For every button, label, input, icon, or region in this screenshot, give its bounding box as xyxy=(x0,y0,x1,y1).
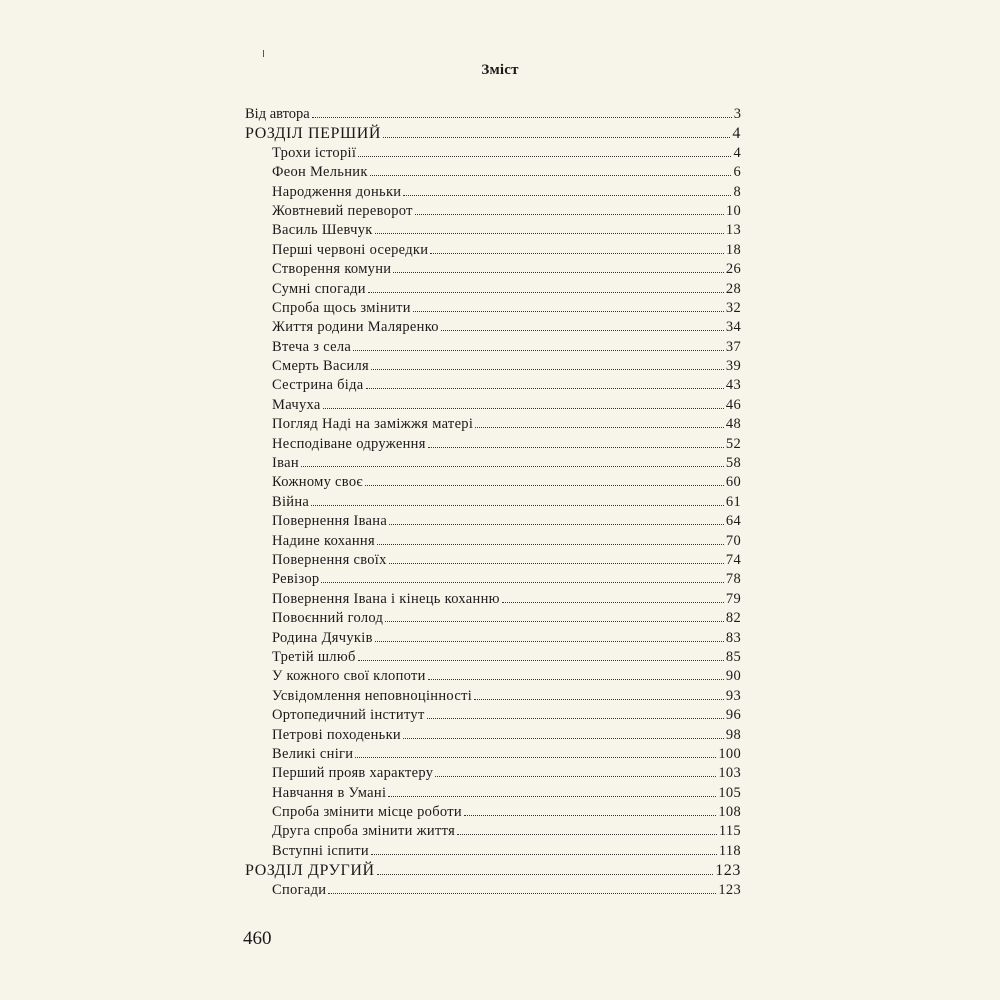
toc-leader-dots xyxy=(415,214,724,215)
toc-leader-dots xyxy=(388,796,716,797)
toc-leader-dots xyxy=(371,369,724,370)
toc-entry xyxy=(245,319,741,338)
toc-entry xyxy=(245,513,741,532)
toc-title: Зміст xyxy=(481,62,519,78)
toc-leader-dots xyxy=(368,292,724,293)
toc-entry-page: 37 xyxy=(725,338,741,355)
toc-leader-dots xyxy=(383,137,730,138)
toc-entry-page: 43 xyxy=(725,377,741,394)
toc-entry-page: 34 xyxy=(725,319,741,336)
toc-entry xyxy=(245,436,741,455)
toc-entry-page: 48 xyxy=(725,416,741,433)
toc-leader-dots xyxy=(430,253,724,254)
toc-leader-dots xyxy=(312,117,732,118)
toc-entry xyxy=(245,882,741,901)
toc-entry xyxy=(245,610,741,629)
toc-entry-page: 6 xyxy=(733,164,741,181)
toc-entry xyxy=(245,106,741,125)
toc-entry-page: 26 xyxy=(725,261,741,278)
toc-entry-label: Великі сніги xyxy=(272,745,354,762)
toc-entry xyxy=(245,377,741,396)
toc-entry xyxy=(245,164,741,183)
toc-entry-label: Усвідомлення неповноцінності xyxy=(272,687,473,704)
toc-leader-dots xyxy=(403,195,731,196)
toc-entry-page: 52 xyxy=(725,435,741,452)
toc-leader-dots xyxy=(355,757,716,758)
toc-leader-dots xyxy=(393,272,724,273)
toc-entry-label: Ревізор xyxy=(272,571,320,588)
toc-entry-label: Від автора xyxy=(245,106,310,122)
toc-entry xyxy=(245,184,741,203)
toc-entry-page: 10 xyxy=(725,202,741,219)
toc-entry-page: 4 xyxy=(733,144,741,161)
toc-entry-label: Родина Дячуків xyxy=(272,629,373,646)
page-number: 460 xyxy=(243,928,272,949)
toc-entry xyxy=(245,203,741,222)
toc-leader-dots xyxy=(328,893,716,894)
toc-entry xyxy=(245,474,741,493)
toc-leader-dots xyxy=(375,233,724,234)
toc-entry xyxy=(245,688,741,707)
toc-entry-page: 83 xyxy=(725,629,741,646)
toc-entry xyxy=(245,823,741,842)
toc-entry-label: Сумні спогади xyxy=(272,280,366,297)
toc-entry-page: 115 xyxy=(718,823,741,840)
toc-entry-page: 108 xyxy=(718,804,741,821)
toc-entry-page: 93 xyxy=(725,687,741,704)
toc-entry-label: Спроба змінити місце роботи xyxy=(272,804,462,821)
toc-entry-page: 61 xyxy=(725,493,741,510)
toc-entry-page: 4 xyxy=(732,125,741,143)
toc-leader-dots xyxy=(389,524,724,525)
toc-entry-label: РОЗДІЛ ДРУГИЙ xyxy=(245,862,375,880)
toc-entry-label: Повернення Івана і кінець коханню xyxy=(272,590,500,607)
toc-leader-dots xyxy=(435,776,716,777)
toc-leader-dots xyxy=(323,408,724,409)
toc-leader-dots xyxy=(358,660,724,661)
toc-entry-page: 28 xyxy=(725,280,741,297)
toc-entry-label: Повоєнний голод xyxy=(272,610,384,627)
toc-leader-dots xyxy=(370,175,732,176)
toc-entry-page: 96 xyxy=(725,707,741,724)
toc-entry xyxy=(245,649,741,668)
toc-entry-page: 64 xyxy=(725,513,741,530)
toc-entry-page: 58 xyxy=(725,455,741,472)
toc-entry-page: 98 xyxy=(725,726,741,743)
toc-entry-label: Трохи історії xyxy=(272,144,357,161)
toc-entry-label: Життя родини Маляренко xyxy=(272,319,439,336)
toc-chapter xyxy=(245,125,741,144)
print-mark xyxy=(263,50,264,57)
toc-leader-dots xyxy=(428,679,724,680)
toc-entry-label: Надине кохання xyxy=(272,532,375,549)
toc-entry xyxy=(245,746,741,765)
toc-entry-label: Кожному своє xyxy=(272,474,363,491)
toc-entry-label: Повернення Івана xyxy=(272,513,388,530)
toc-entry-label: Третій шлюб xyxy=(272,648,356,665)
toc-entry-page: 8 xyxy=(733,183,741,200)
toc-entry-page: 85 xyxy=(725,648,741,665)
toc-leader-dots xyxy=(457,834,717,835)
toc-entry-page: 79 xyxy=(725,590,741,607)
toc-entry-page: 78 xyxy=(725,571,741,588)
toc-entry-page: 39 xyxy=(725,358,741,375)
toc-entry xyxy=(245,552,741,571)
toc-entry xyxy=(245,668,741,687)
toc-entry-page: 118 xyxy=(718,842,741,859)
toc-leader-dots xyxy=(358,156,731,157)
toc-entry-page: 105 xyxy=(718,784,741,801)
toc-entry-page: 18 xyxy=(725,241,741,258)
toc-leader-dots xyxy=(366,388,724,389)
toc-entry-page: 123 xyxy=(715,862,741,880)
toc-entry xyxy=(245,339,741,358)
toc-entry-page: 123 xyxy=(718,881,741,898)
toc-entry-label: РОЗДІЛ ПЕРШИЙ xyxy=(245,125,382,143)
toc-entry-page: 46 xyxy=(725,396,741,413)
toc-entry-page: 74 xyxy=(725,551,741,568)
toc-entry-label: У кожного свої клопоти xyxy=(272,668,426,685)
toc-entry xyxy=(245,785,741,804)
toc-entry-page: 70 xyxy=(725,532,741,549)
toc-entry-label: Повернення своїх xyxy=(272,551,387,568)
toc-entry xyxy=(245,591,741,610)
toc-entry xyxy=(245,281,741,300)
toc-entry xyxy=(245,261,741,280)
toc-leader-dots xyxy=(377,544,724,545)
toc-leader-dots xyxy=(385,621,724,622)
toc-entry-page: 13 xyxy=(725,222,741,239)
toc-leader-dots xyxy=(428,447,724,448)
toc-entry xyxy=(245,494,741,513)
toc-leader-dots xyxy=(365,485,724,486)
toc-entry-label: Спроба щось змінити xyxy=(272,299,411,316)
toc-entry xyxy=(245,358,741,377)
toc-entry-label: Народження доньки xyxy=(272,183,402,200)
toc-leader-dots xyxy=(502,602,724,603)
toc-entry-label: Петрові походеньки xyxy=(272,726,401,743)
toc-entry-label: Створення комуни xyxy=(272,261,392,278)
toc-entry xyxy=(245,222,741,241)
toc-entry xyxy=(245,765,741,784)
toc-entry xyxy=(245,242,741,261)
toc-entry-label: Втеча з села xyxy=(272,338,352,355)
toc-entry-label: Іван xyxy=(272,455,299,472)
toc-entry-page: 32 xyxy=(725,299,741,316)
toc-entry-label: Навчання в Умані xyxy=(272,784,387,801)
toc-leader-dots xyxy=(375,641,724,642)
toc-entry-label: Сестрина біда xyxy=(272,377,364,394)
toc-entry xyxy=(245,416,741,435)
toc-leader-dots xyxy=(441,330,724,331)
toc-entry-page: 103 xyxy=(718,765,741,782)
toc-entry xyxy=(245,300,741,319)
toc-entry-label: Спогади xyxy=(272,881,327,898)
toc-entry-label: Друга спроба змінити життя xyxy=(272,823,456,840)
toc-entry-label: Погляд Наді на заміжжя матері xyxy=(272,416,474,433)
toc-entry-label: Ортопедичний інститут xyxy=(272,707,425,724)
toc-leader-dots xyxy=(321,582,723,583)
toc-entry-label: Мачуха xyxy=(272,396,321,413)
toc-entry-page: 60 xyxy=(725,474,741,491)
toc-entry-label: Несподіване одруження xyxy=(272,435,426,452)
toc-leader-dots xyxy=(427,718,724,719)
toc-entry xyxy=(245,533,741,552)
toc-entry-page: 90 xyxy=(725,668,741,685)
toc-entry xyxy=(245,727,741,746)
toc-chapter xyxy=(245,862,741,881)
toc-entry xyxy=(245,707,741,726)
toc-leader-dots xyxy=(377,874,714,875)
toc-entry xyxy=(245,804,741,823)
toc-leader-dots xyxy=(301,466,724,467)
toc-entry-label: Феон Мельник xyxy=(272,164,368,181)
toc-entry xyxy=(245,843,741,862)
toc-leader-dots xyxy=(389,563,724,564)
toc-entry-label: Перший прояв характеру xyxy=(272,765,434,782)
toc-entry-label: Війна xyxy=(272,493,310,510)
toc-entry xyxy=(245,145,741,164)
toc-entry xyxy=(245,630,741,649)
toc-entry-label: Перші червоні осередки xyxy=(272,241,429,258)
toc-leader-dots xyxy=(475,427,724,428)
toc-leader-dots xyxy=(474,699,724,700)
toc-entry-label: Вступні іспити xyxy=(272,842,369,859)
toc-leader-dots xyxy=(371,854,717,855)
toc-entry xyxy=(245,397,741,416)
toc-entry-page: 100 xyxy=(718,745,741,762)
toc-leader-dots xyxy=(403,738,724,739)
toc-entry-label: Жовтневий переворот xyxy=(272,202,413,219)
toc-list xyxy=(245,106,741,901)
toc-leader-dots xyxy=(353,350,724,351)
toc-leader-dots xyxy=(464,815,716,816)
toc-entry-page: 3 xyxy=(733,106,741,122)
toc-leader-dots xyxy=(413,311,724,312)
toc-entry-label: Василь Шевчук xyxy=(272,222,373,239)
toc-entry xyxy=(245,571,741,590)
toc-entry-page: 82 xyxy=(725,610,741,627)
toc-leader-dots xyxy=(311,505,724,506)
toc-entry xyxy=(245,455,741,474)
toc-entry-label: Смерть Василя xyxy=(272,358,370,375)
